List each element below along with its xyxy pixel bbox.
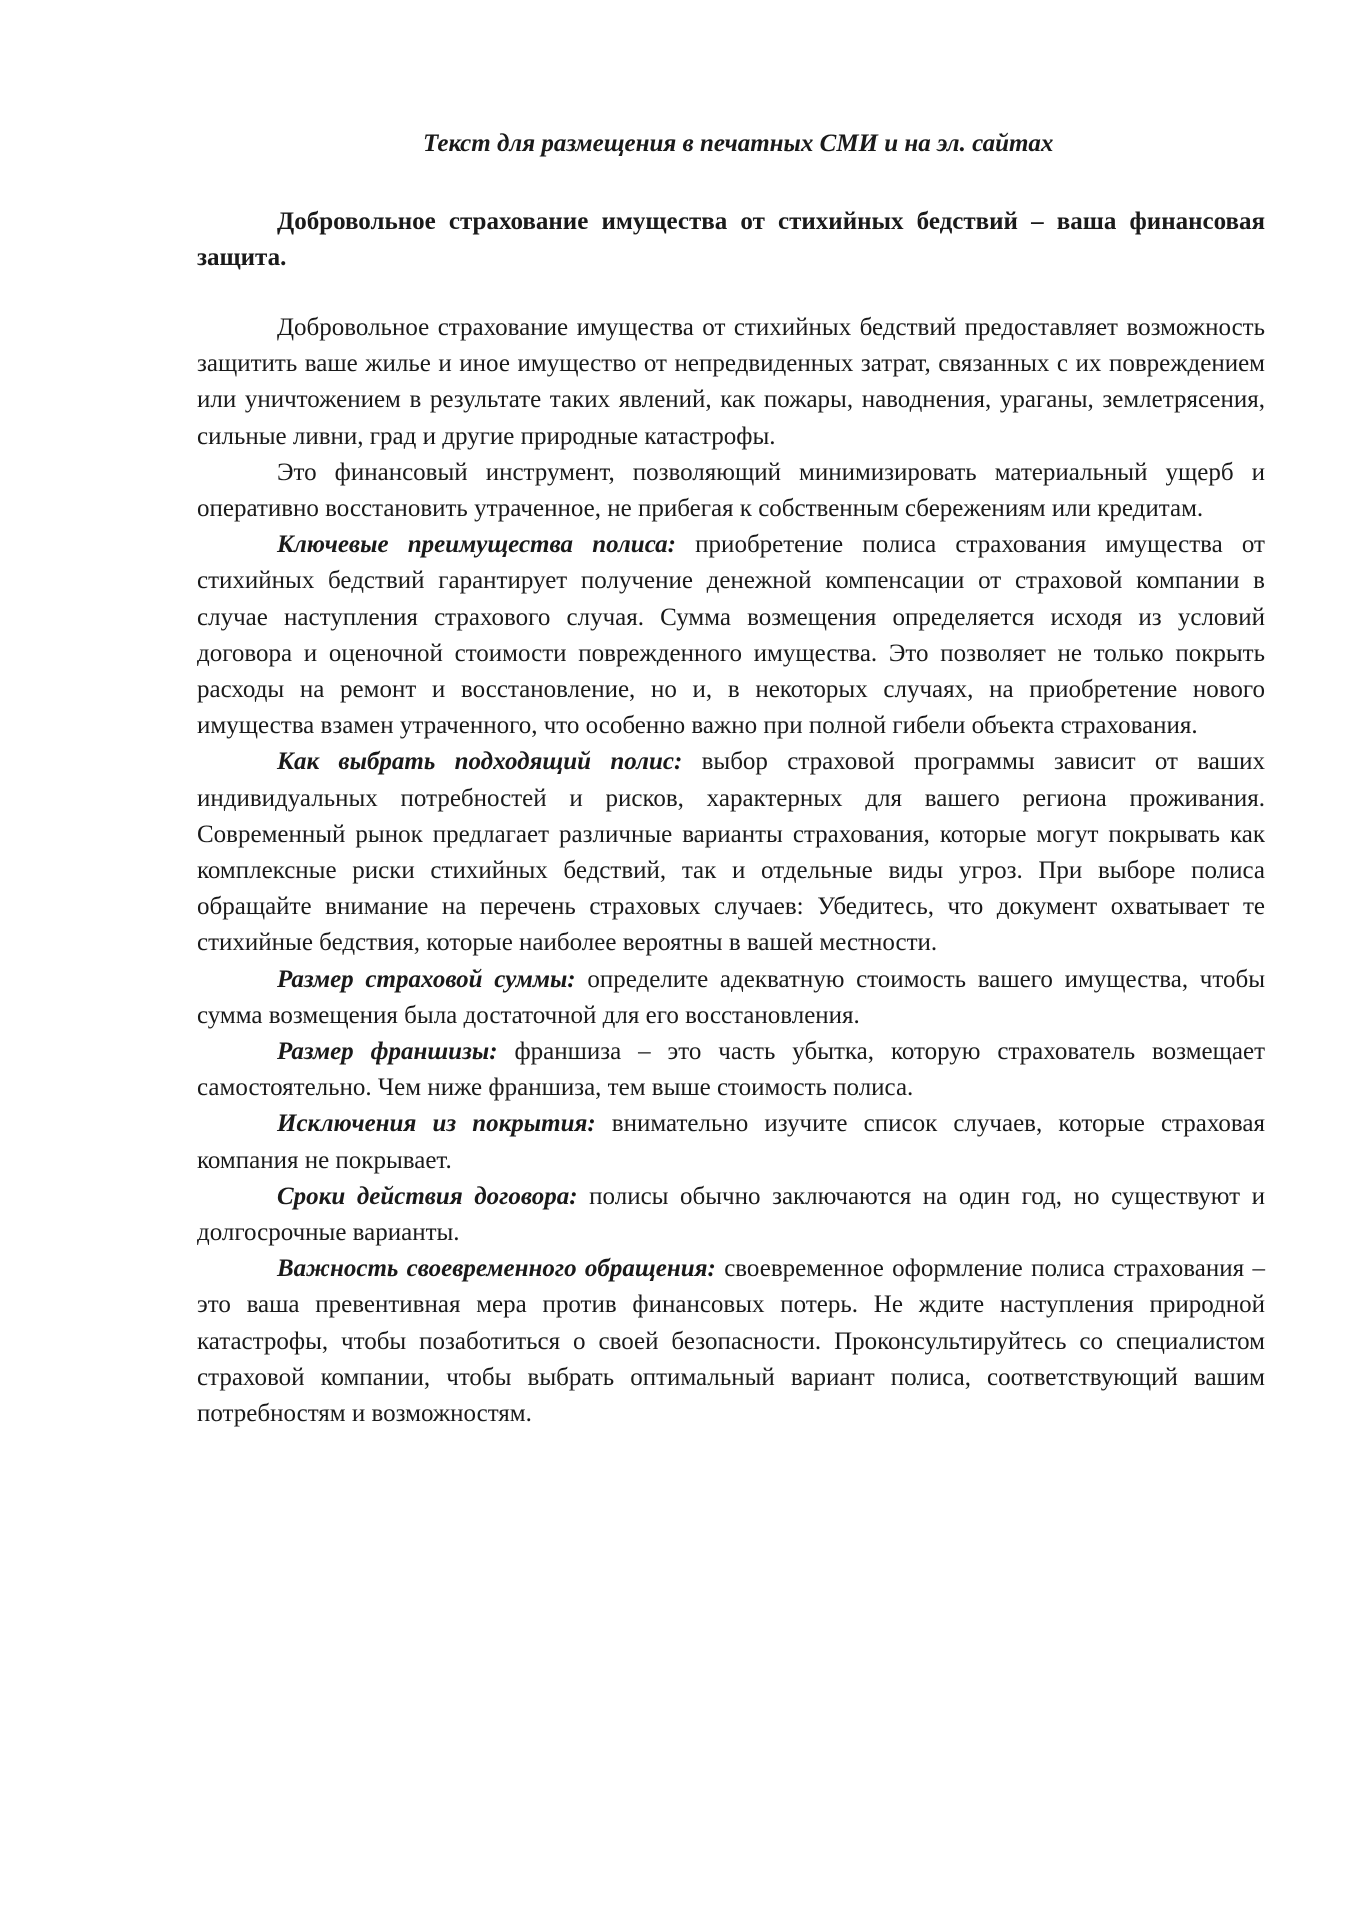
document-body — [197, 310, 1265, 1432]
paragraph — [197, 1034, 1265, 1106]
paragraph-text: внимательно изучите список случаев, которые страховая компания не покрывает. — [197, 1110, 1265, 1174]
paragraph — [197, 1251, 1265, 1432]
paragraph — [197, 1106, 1265, 1178]
paragraph — [197, 527, 1265, 744]
header-note: Текст для размещения в печатных СМИ и на эл. сайтах — [423, 130, 1054, 157]
paragraph — [197, 310, 1265, 455]
paragraph-lead: Размер страховой суммы: — [277, 965, 576, 993]
paragraph-text: полисы обычно заключаются на один год, но существуют и долгосрочные варианты. — [197, 1182, 1265, 1247]
document-title: Добровольное страхование имущества от стихийных бедствий – ваша финансовая защита. — [197, 208, 1265, 271]
paragraph-lead: Ключевые преимущества полиса: — [277, 531, 676, 559]
paragraph-text: своевременное оформление полиса страхования – это ваша превентивная мера против финансовых потерь. Не ждите наступления природной катастрофы, чтобы позаботиться о своей безопасности. Проконсультируйтесь со специалистом страховой компании, чтобы выбрать оптимальный вариант полиса, соответствующий вашим потребностям и возможностям. — [197, 1255, 1265, 1428]
paragraph — [197, 962, 1265, 1034]
paragraph-lead: Важность своевременного обращения: — [277, 1255, 716, 1283]
paragraph — [197, 1179, 1265, 1251]
paragraph-lead: Исключения из покрытия: — [277, 1110, 596, 1138]
paragraph-lead: Как выбрать подходящий полис: — [277, 748, 683, 776]
paragraph-text: определите адекватную стоимость вашего имущества, чтобы сумма возмещения была достаточной для его восстановления. — [197, 965, 1265, 1029]
paragraph-text: приобретение полиса страхования имущества от стихийных бедствий гарантирует получение денежной компенсации от страховой компании в случае наступления страхового случая. Сумма возмещения определяется исходя из условий договора и оценочной стоимости поврежденного имущества. Это позволяет не только покрыть расходы на ремонт и восстановление, но и, в некоторых случаях, на приобретение нового имущества взамен утраченного, что особенно важно при полной гибели объекта страхования. — [197, 531, 1265, 740]
paragraph-text: франшиза – это часть убытка, которую страхователь возмещает самостоятельно. Чем ниже франшиза, тем выше стоимость полиса. — [197, 1038, 1265, 1102]
paragraph — [197, 455, 1265, 527]
paragraph-lead: Размер франшизы: — [277, 1038, 498, 1066]
paragraph-text: Добровольное страхование имущества от стихийных бедствий предоставляет возможность защитить ваше жилье и иное имущество от непредвиденных затрат, связанных с их повреждением или уничтожением в результате таких явлений, как пожары, наводнения, ураганы, землетрясения, сильные ливни, град и другие природные катастрофы. — [197, 314, 1265, 450]
paragraph-text: выбор страховой программы зависит от ваших индивидуальных потребностей и рисков, характерных для вашего региона проживания. Современный рынок предлагает различные варианты страхования, которые могут покрывать как комплексные риски стихийных бедствий, так и отдельные виды угроз. При выборе полиса обращайте внимание на перечень страховых случаев: Убедитесь, что документ охватывает те стихийные бедствия, которые наиболее вероятны в вашей местности. — [197, 748, 1265, 957]
paragraph-lead: Сроки действия договора: — [277, 1182, 578, 1210]
paragraph-text: Это финансовый инструмент, позволяющий минимизировать материальный ущерб и оперативно восстановить утраченное, не прибегая к собственным сбережениям или кредитам. — [197, 458, 1265, 523]
paragraph — [197, 744, 1265, 961]
